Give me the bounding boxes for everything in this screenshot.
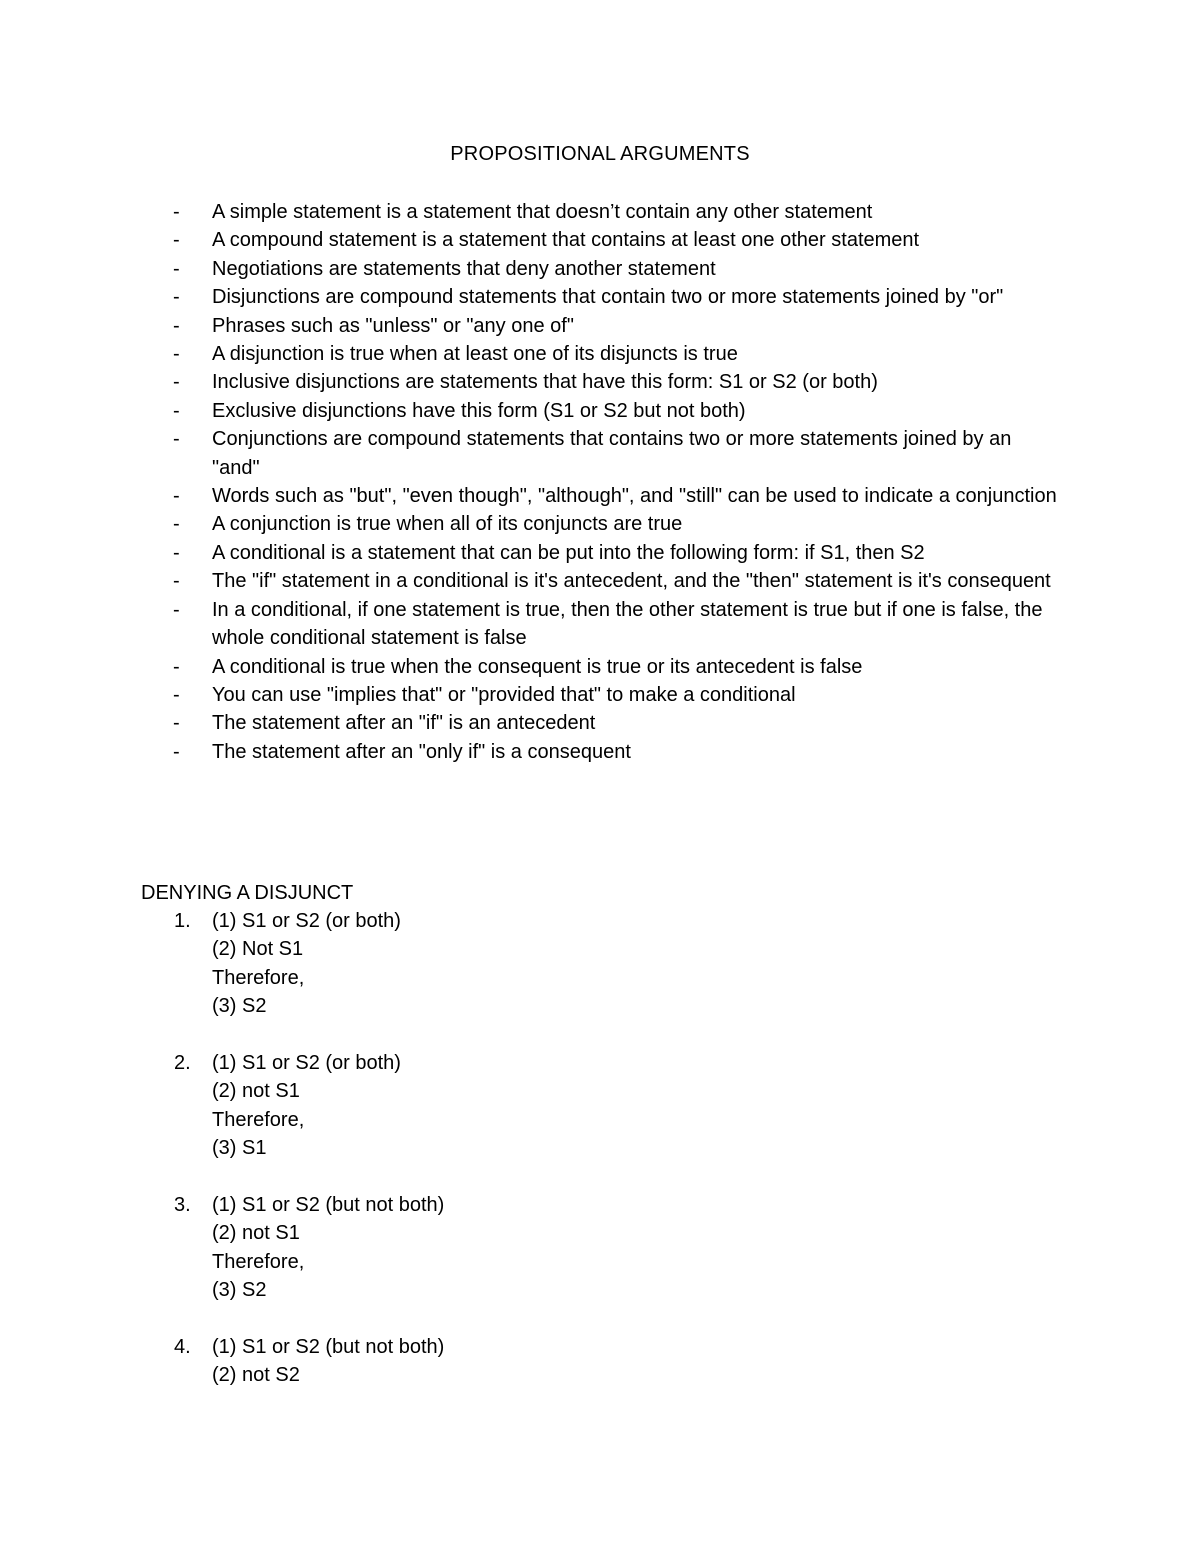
bullet-marker: -: [173, 740, 180, 763]
bullet-text: In a conditional, if one statement is true, then the other statement is true but if one is false, the whole conditional statement is false: [212, 598, 1043, 650]
bullet-item: [0, 653, 1200, 681]
bullet-item: [0, 397, 1200, 425]
bullet-text: A disjunction is true when at least one of its disjuncts is true: [212, 343, 738, 366]
bullet-text: Words such as "but", "even though", "although", and "still" can be used to indicate a conjunction: [212, 485, 1057, 508]
bullet-text: A compound statement is a statement that contains at least one other statement: [212, 229, 920, 252]
bullet-marker: -: [173, 485, 180, 508]
bullet-item: [0, 283, 1200, 311]
argument-line: (2) not S2: [212, 1364, 300, 1387]
bullet-marker: -: [173, 541, 180, 564]
argument-line: (1) S1 or S2 (but not both): [212, 1194, 445, 1217]
bullet-marker: -: [173, 513, 180, 536]
bullet-text: A conditional is a statement that can be put into the following form: if S1, then S2: [212, 541, 925, 564]
bullet-marker: -: [173, 257, 180, 280]
bullet-marker: -: [173, 371, 180, 394]
bullet-item: [0, 596, 1200, 653]
bullet-marker: -: [173, 201, 180, 223]
bullet-text: A conjunction is true when all of its conjuncts are true: [212, 513, 683, 536]
bullet-marker: -: [173, 286, 180, 309]
bullet-text: You can use "implies that" or "provided that" to make a conditional: [212, 683, 796, 706]
bullet-text: Inclusive disjunctions are statements that have this form: S1 or S2 (or both): [212, 371, 878, 394]
argument-line: (2) Not S1: [212, 938, 304, 961]
bullet-marker: -: [173, 428, 180, 451]
bullet-item: [0, 510, 1200, 538]
argument-line: (2) not S1: [212, 1080, 300, 1103]
bullet-marker: -: [173, 598, 180, 621]
bullet-text: The statement after an "if" is an antecedent: [212, 712, 596, 735]
argument-number: 2.: [174, 1052, 191, 1075]
bullet-text: The "if" statement in a conditional is it's antecedent, and the "then" statement is it's consequent: [212, 570, 1051, 593]
argument-item: [0, 1191, 1200, 1305]
bullet-text: Exclusive disjunctions have this form (S1 or S2 but not both): [212, 399, 746, 422]
bullet-item: [0, 312, 1200, 340]
bullet-text: A conditional is true when the consequent is true or its antecedent is false: [212, 655, 863, 678]
bullet-marker: -: [173, 712, 180, 735]
argument-number: 4.: [174, 1336, 191, 1359]
argument-line: (3) S1: [212, 1137, 267, 1160]
argument-line: Therefore,: [212, 1250, 305, 1273]
bullet-text: Negotiations are statements that deny another statement: [212, 257, 716, 280]
argument-line: (1) S1 or S2 (or both): [212, 1052, 401, 1075]
bullet-item: [0, 709, 1200, 737]
bullet-item: [0, 226, 1200, 254]
page-title: PROPOSITIONAL ARGUMENTS: [450, 143, 750, 165]
argument-number: 1.: [174, 910, 191, 932]
bullet-list: [0, 198, 1200, 766]
bullet-marker: -: [173, 655, 180, 678]
bullet-item: [0, 198, 1200, 226]
bullet-item: [0, 482, 1200, 510]
bullet-item: [0, 539, 1200, 567]
argument-number: 3.: [174, 1194, 191, 1217]
bullet-item: [0, 567, 1200, 595]
argument-line: Therefore,: [212, 966, 305, 989]
argument-line: (1) S1 or S2 (but not both): [212, 1336, 445, 1359]
bullet-marker: -: [173, 314, 180, 337]
section-title: DENYING A DISJUNCT: [141, 882, 354, 904]
bullet-item: [0, 738, 1200, 766]
bullet-item: [0, 368, 1200, 396]
bullet-item: [0, 340, 1200, 368]
bullet-item: [0, 681, 1200, 709]
argument-line: (2) not S1: [212, 1222, 300, 1245]
argument-line: Therefore,: [212, 1108, 305, 1131]
bullet-text: Phrases such as "unless" or "any one of": [212, 314, 574, 337]
bullet-marker: -: [173, 229, 180, 252]
bullet-text: Conjunctions are compound statements that contains two or more statements joined by an "and": [212, 428, 1012, 479]
bullet-marker: -: [173, 683, 180, 706]
argument-item: [0, 1333, 1200, 1390]
numbered-list: [0, 907, 1200, 1418]
bullet-text: Disjunctions are compound statements that contain two or more statements joined by "or": [212, 286, 1004, 309]
argument-item: [0, 907, 1200, 1021]
bullet-item: [0, 255, 1200, 283]
argument-line: (1) S1 or S2 (or both): [212, 910, 401, 932]
argument-line: (3) S2: [212, 995, 267, 1018]
argument-item: [0, 1049, 1200, 1163]
bullet-item: [0, 425, 1200, 482]
bullet-marker: -: [173, 399, 180, 422]
bullet-text: The statement after an "only if" is a consequent: [212, 740, 631, 763]
bullet-text: A simple statement is a statement that doesn’t contain any other statement: [212, 201, 873, 223]
bullet-marker: -: [173, 570, 180, 593]
argument-line: (3) S2: [212, 1279, 267, 1302]
bullet-marker: -: [173, 343, 180, 366]
